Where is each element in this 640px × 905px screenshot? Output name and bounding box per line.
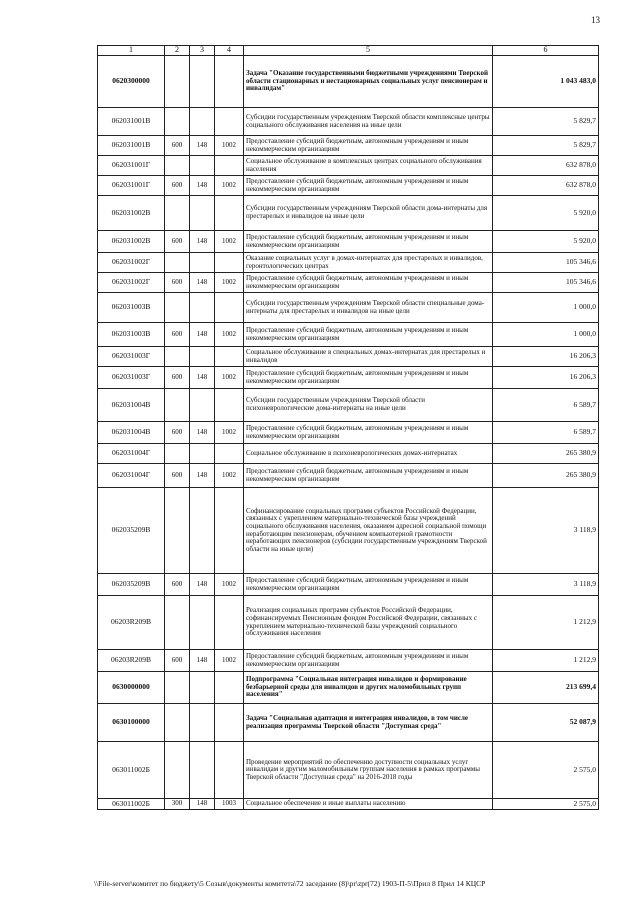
cell-code: 062031002Г: [98, 273, 165, 293]
table-header-row: [98, 46, 599, 56]
table-row: [98, 389, 599, 422]
cell-code: 06203R209В: [98, 596, 165, 650]
cell-amount: 632 878,0: [493, 176, 599, 196]
cell-amount: 1 000,0: [493, 293, 599, 323]
cell-description: Предоставление субсидий бюджетным, автономным учреждениям и иным некоммерческим организациям: [244, 231, 493, 253]
cell-subsection: [190, 742, 215, 799]
table-row: [98, 293, 599, 323]
cell-subsection: [190, 444, 215, 464]
cell-subsection: [190, 56, 215, 108]
cell-expense-type: [215, 742, 244, 799]
cell-section: [165, 389, 190, 422]
cell-description: Предоставление субсидий бюджетным, автономным учреждениям и иным некоммерческим организациям: [244, 176, 493, 196]
cell-subsection: [190, 596, 215, 650]
cell-description: Реализация социальных программ субъектов Российской Федерации, софинансируемых Пенсионным фондом Российской Федерации, связанных с укреплением материально-технической базы учреждений социального обслуживания населения: [244, 596, 493, 650]
cell-subsection: 148: [190, 464, 215, 488]
table-row: [98, 196, 599, 231]
cell-code: 062035209В: [98, 574, 165, 596]
cell-section: [165, 196, 190, 231]
cell-description: Подпрограмма "Социальная интеграция инвалидов и формирование безбарьерной среды для инвалидов и других маломобильных групп населения": [244, 672, 493, 704]
cell-amount: 5 920,0: [493, 231, 599, 253]
cell-subsection: [190, 156, 215, 176]
cell-amount: 16 206,3: [493, 367, 599, 389]
cell-amount: 213 699,4: [493, 672, 599, 704]
cell-description: Предоставление субсидий бюджетным, автономным учреждениям и иным некоммерческим организациям: [244, 464, 493, 488]
cell-subsection: [190, 196, 215, 231]
column-header-description: 5: [244, 46, 493, 56]
cell-code: 063011002Б: [98, 799, 165, 810]
table-row: [98, 176, 599, 196]
cell-expense-type: [215, 704, 244, 742]
cell-amount: 105 346,6: [493, 273, 599, 293]
cell-subsection: 148: [190, 273, 215, 293]
cell-amount: 265 380,9: [493, 464, 599, 488]
table-row: [98, 704, 599, 742]
cell-amount: 5 829,7: [493, 136, 599, 156]
cell-section: [165, 444, 190, 464]
cell-description: Субсидии государственным учреждениям Тверской области специальные дома-интернаты для престарелых и инвалидов на иные цели: [244, 293, 493, 323]
cell-subsection: 148: [190, 367, 215, 389]
cell-description: Предоставление субсидий бюджетным, автономным учреждениям и иным некоммерческим организациям: [244, 574, 493, 596]
cell-description: Задача "Оказание государственными бюджетными учреждениями Тверской области стационарных и нестационарных социальных услуг пенсионерам и инвалидам": [244, 56, 493, 108]
cell-section: [165, 56, 190, 108]
cell-expense-type: [215, 196, 244, 231]
cell-code: 062031004Г: [98, 444, 165, 464]
cell-description: Субсидии государственным учреждениям Тверской области комплексные центры социального обслуживания населения на иные цели: [244, 108, 493, 136]
table-row: [98, 156, 599, 176]
cell-description: Предоставление субсидий бюджетным, автономным учреждениям и иным некоммерческим организациям: [244, 650, 493, 672]
column-header-type: 4: [215, 46, 244, 56]
cell-amount: 6 589,7: [493, 389, 599, 422]
cell-amount: 1 212,9: [493, 650, 599, 672]
cell-subsection: 148: [190, 323, 215, 347]
cell-subsection: [190, 704, 215, 742]
table-body: [98, 56, 599, 810]
cell-expense-type: [215, 672, 244, 704]
cell-description: Субсидии государственным учреждениям Тверской области дома-интернаты для престарелых и инвалидов на иные цели: [244, 196, 493, 231]
cell-expense-type: 1003: [215, 799, 244, 810]
cell-code: 0630100000: [98, 704, 165, 742]
cell-section: [165, 347, 190, 367]
cell-expense-type: [215, 56, 244, 108]
table-row: [98, 672, 599, 704]
table-row: [98, 444, 599, 464]
cell-amount: 105 346,6: [493, 253, 599, 273]
cell-subsection: 148: [190, 231, 215, 253]
cell-section: 600: [165, 323, 190, 347]
cell-section: 600: [165, 422, 190, 444]
cell-description: Предоставление субсидий бюджетным, автономным учреждениям и иным некоммерческим организациям: [244, 422, 493, 444]
cell-subsection: 148: [190, 136, 215, 156]
cell-code: 062031004Г: [98, 464, 165, 488]
table-row: [98, 108, 599, 136]
cell-expense-type: [215, 596, 244, 650]
cell-section: [165, 488, 190, 574]
cell-section: [165, 742, 190, 799]
cell-amount: 16 206,3: [493, 347, 599, 367]
cell-code: 063011002Б: [98, 742, 165, 799]
cell-expense-type: [215, 108, 244, 136]
cell-code: 062031001В: [98, 108, 165, 136]
cell-amount: 3 118,9: [493, 488, 599, 574]
cell-expense-type: [215, 293, 244, 323]
table-row: [98, 464, 599, 488]
cell-code: 062031003В: [98, 323, 165, 347]
cell-subsection: 148: [190, 650, 215, 672]
cell-amount: 1 000,0: [493, 323, 599, 347]
table-row: [98, 367, 599, 389]
cell-code: 06203R209В: [98, 650, 165, 672]
cell-amount: 52 087,9: [493, 704, 599, 742]
cell-description: Оказание социальных услуг в домах-интернатах для престарелых и инвалидов, геронтологических центрах: [244, 253, 493, 273]
cell-code: 062031003Г: [98, 367, 165, 389]
column-header-amount: 6: [493, 46, 599, 56]
cell-expense-type: [215, 347, 244, 367]
table-row: [98, 56, 599, 108]
cell-code: 062031002В: [98, 196, 165, 231]
table-row: [98, 742, 599, 799]
cell-code: 062031001Г: [98, 176, 165, 196]
cell-section: [165, 108, 190, 136]
cell-code: 062031001Г: [98, 156, 165, 176]
cell-section: 600: [165, 136, 190, 156]
cell-subsection: [190, 488, 215, 574]
cell-code: 0620300000: [98, 56, 165, 108]
cell-expense-type: 1002: [215, 273, 244, 293]
cell-amount: 265 380,9: [493, 444, 599, 464]
cell-amount: 3 118,9: [493, 574, 599, 596]
cell-expense-type: 1002: [215, 231, 244, 253]
cell-code: 062031003Г: [98, 347, 165, 367]
cell-expense-type: 1002: [215, 650, 244, 672]
cell-description: Социальное обеспечение и иные выплаты населению: [244, 799, 493, 810]
cell-subsection: [190, 672, 215, 704]
cell-amount: 5 920,0: [493, 196, 599, 231]
cell-amount: 1 043 483,0: [493, 56, 599, 108]
table-row: [98, 488, 599, 574]
cell-description: Предоставление субсидий бюджетным, автономным учреждениям и иным некоммерческим организациям: [244, 367, 493, 389]
cell-amount: 2 575,0: [493, 799, 599, 810]
cell-section: 600: [165, 650, 190, 672]
budget-table: [97, 45, 599, 810]
cell-code: 062031002Г: [98, 253, 165, 273]
table-row: [98, 799, 599, 810]
cell-expense-type: 1002: [215, 464, 244, 488]
table-row: [98, 253, 599, 273]
cell-subsection: [190, 253, 215, 273]
cell-description: Социальное обслуживание в комплексных центрах социального обслуживания населения: [244, 156, 493, 176]
cell-subsection: 148: [190, 422, 215, 444]
cell-subsection: [190, 108, 215, 136]
cell-expense-type: 1002: [215, 136, 244, 156]
cell-amount: 2 575,0: [493, 742, 599, 799]
cell-expense-type: 1002: [215, 574, 244, 596]
cell-code: 062031003В: [98, 293, 165, 323]
cell-description: Предоставление субсидий бюджетным, автономным учреждениям и иным некоммерческим организациям: [244, 273, 493, 293]
cell-amount: 5 829,7: [493, 108, 599, 136]
cell-description: Задача "Социальная адаптация и интеграция инвалидов, в том числе реализация программы Тверской области "Доступная среда": [244, 704, 493, 742]
table-row: [98, 273, 599, 293]
cell-amount: 6 589,7: [493, 422, 599, 444]
cell-section: [165, 156, 190, 176]
cell-subsection: [190, 389, 215, 422]
table-row: [98, 347, 599, 367]
table-row: [98, 323, 599, 347]
column-header-subsection: 3: [190, 46, 215, 56]
table-row: [98, 231, 599, 253]
cell-section: 600: [165, 464, 190, 488]
cell-code: 062031002В: [98, 231, 165, 253]
cell-subsection: 148: [190, 799, 215, 810]
cell-section: 300: [165, 799, 190, 810]
cell-section: [165, 293, 190, 323]
cell-subsection: [190, 293, 215, 323]
cell-description: Проведение мероприятий по обеспечению доступности социальных услуг инвалидам и другим маломобильным группам населения в рамках программы Тверской области "Доступная среда" на 2016-2018 годы: [244, 742, 493, 799]
table-row: [98, 136, 599, 156]
cell-expense-type: 1002: [215, 367, 244, 389]
table-row: [98, 596, 599, 650]
cell-description: Предоставление субсидий бюджетным, автономным учреждениям и иным некоммерческим организациям: [244, 136, 493, 156]
table-row: [98, 422, 599, 444]
cell-expense-type: [215, 253, 244, 273]
cell-section: 600: [165, 176, 190, 196]
table-row: [98, 574, 599, 596]
column-header-code: 1: [98, 46, 165, 56]
footer-file-path: \\File-server\комитет по бюджету\5 Созыв\документы комитета\72 заседание (8)\pr\zpr(72) 1903-П-5\Прил 8 Прил 14 КЦСР: [94, 879, 486, 888]
cell-code: 062031004В: [98, 422, 165, 444]
cell-expense-type: 1002: [215, 323, 244, 347]
cell-description: Социальное обслуживание в психоневрологических домах-интернатах: [244, 444, 493, 464]
cell-section: 600: [165, 574, 190, 596]
page-number: 13: [591, 15, 600, 25]
cell-description: Субсидии государственным учреждениям Тверской области психоневрологические дома-интернаты на иные цели: [244, 389, 493, 422]
cell-section: [165, 596, 190, 650]
cell-section: 600: [165, 231, 190, 253]
cell-section: 600: [165, 367, 190, 389]
cell-expense-type: 1002: [215, 422, 244, 444]
cell-code: 062031004В: [98, 389, 165, 422]
cell-subsection: [190, 347, 215, 367]
cell-section: [165, 672, 190, 704]
cell-expense-type: 1002: [215, 176, 244, 196]
cell-amount: 632 878,0: [493, 156, 599, 176]
cell-section: 600: [165, 273, 190, 293]
cell-code: 062031001В: [98, 136, 165, 156]
cell-expense-type: [215, 444, 244, 464]
cell-section: [165, 704, 190, 742]
cell-code: 062035209В: [98, 488, 165, 574]
cell-section: [165, 253, 190, 273]
cell-expense-type: [215, 156, 244, 176]
cell-description: Предоставление субсидий бюджетным, автономным учреждениям и иным некоммерческим организациям: [244, 323, 493, 347]
cell-expense-type: [215, 389, 244, 422]
cell-description: Социальное обслуживание в специальных домах-интернатах для престарелых и инвалидов: [244, 347, 493, 367]
table-row: [98, 650, 599, 672]
column-header-section: 2: [165, 46, 190, 56]
cell-subsection: 148: [190, 176, 215, 196]
cell-code: 0630000000: [98, 672, 165, 704]
cell-amount: 1 212,9: [493, 596, 599, 650]
cell-expense-type: [215, 488, 244, 574]
cell-description: Софинансирование социальных программ субъектов Российской Федерации, связанных с укреплением материально-технической базы учреждений социального обслуживания населения, оказанием адресной социальной помощи неработающим пенсионерам, обучением компьютерной грамотности неработающих пенсионеров (субсидии государственным учреждениям Тверской области на иные цели): [244, 488, 493, 574]
cell-subsection: 148: [190, 574, 215, 596]
